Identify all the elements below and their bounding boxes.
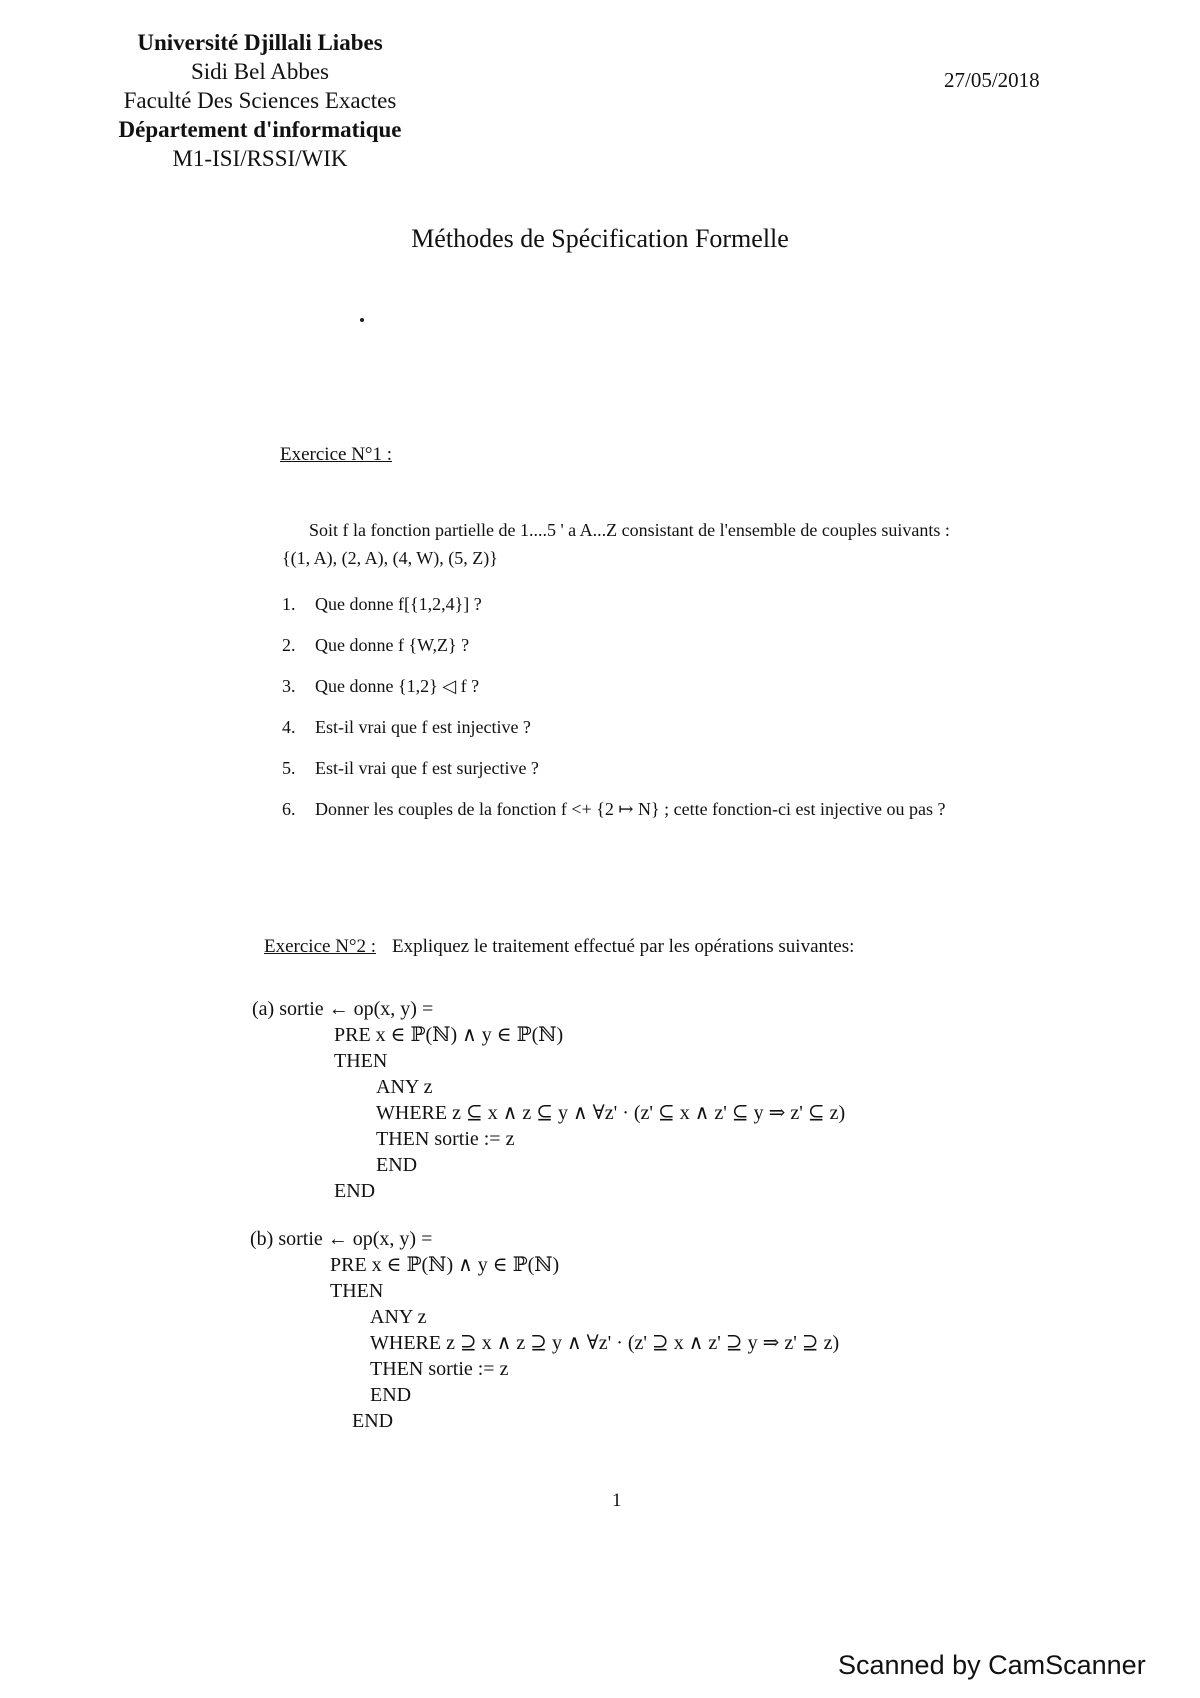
exam-date: 27/05/2018 [944,68,1040,92]
question-text: Donner les couples de la fonction f <+ {2 ↦ N} ; cette fonction-ci est injective ou pas ? [315,799,946,819]
operation-b-inner-end: END [370,1384,412,1406]
operation-b-assign: THEN sortie := z [370,1358,509,1380]
question-number: 6. [282,799,296,819]
question-item [282,758,1182,799]
question-text: Est-il vrai que f est injective ? [315,717,531,737]
document-title: Méthodes de Spécification Formelle [411,224,789,253]
operation-b-then: THEN [330,1280,384,1302]
exercise2-heading [264,936,854,958]
program-name: M1-ISI/RSSI/WIK [172,146,348,171]
operation-a-end: END [334,1180,376,1202]
exercise1-intro [282,516,1112,572]
faculty-name: Faculté Des Sciences Exactes [123,88,397,113]
institution-header [60,28,460,173]
operation-a-any: ANY z [376,1076,433,1098]
question-item [282,676,1182,717]
operation-a-assign: THEN sortie := z [376,1128,515,1150]
question-item [282,635,1182,676]
city-name: Sidi Bel Abbes [190,59,329,84]
question-item [282,594,1182,635]
question-number: 2. [282,635,296,655]
operation-a-inner-end: END [376,1154,418,1176]
operation-b-any: ANY z [370,1306,427,1328]
department-name: Département d'informatique [118,117,402,142]
question-text: Que donne f {W,Z} ? [315,635,470,655]
question-number: 1. [282,594,296,614]
operation-b-signature: (b) sortie ← op(x, y) = [250,1228,433,1250]
operation-a-then: THEN [334,1050,388,1072]
question-item [282,717,1182,758]
exercise2-title: Exercice N°2 : [264,936,377,957]
question-number: 3. [282,676,296,696]
operation-a-block [252,996,845,1204]
university-name: Université Djillali Liabes [137,30,383,55]
operation-b-where: WHERE z ⊇ x ∧ z ⊇ y ∧ ∀z' · (z' ⊇ x ∧ z' ⊇ y ⇒ z' ⊇ z) [370,1332,840,1354]
exercise1-intro-line2: {(1, A), (2, A), (4, W), (5, Z)} [282,548,498,568]
question-number: 5. [282,758,296,778]
exercise2-subtitle: Expliquez le traitement effectué par les opérations suivantes: [392,936,855,957]
operation-a-where: WHERE z ⊆ x ∧ z ⊆ y ∧ ∀z' · (z' ⊆ x ∧ z' ⊆ y ⇒ z' ⊆ z) [376,1102,846,1124]
scanner-watermark: Scanned by CamScanner [838,1650,1146,1680]
operation-a-pre: PRE x ∈ ℙ(ℕ) ∧ y ∈ ℙ(ℕ) [334,1024,564,1046]
exercise1-title: Exercice N°1 : [280,444,393,465]
question-text: Que donne f[{1,2,4}] ? [315,594,482,614]
question-item [282,799,1182,840]
operation-b-end: END [352,1410,394,1432]
question-text: Est-il vrai que f est surjective ? [315,758,539,778]
page-number: 1 [612,1490,622,1511]
operation-a-signature: (a) sortie ← op(x, y) = [252,998,434,1020]
question-text: Que donne {1,2} ◁ f ? [315,676,480,696]
exercise1-questions [282,594,1182,840]
question-number: 4. [282,717,296,737]
exercise1-intro-line1: Soit f la fonction partielle de 1....5 ' a A...Z consistant de l'ensemble de couples suivants : [309,520,950,540]
stray-dot [360,318,364,322]
operation-b-block [250,1226,839,1434]
operation-b-pre: PRE x ∈ ℙ(ℕ) ∧ y ∈ ℙ(ℕ) [330,1254,560,1276]
